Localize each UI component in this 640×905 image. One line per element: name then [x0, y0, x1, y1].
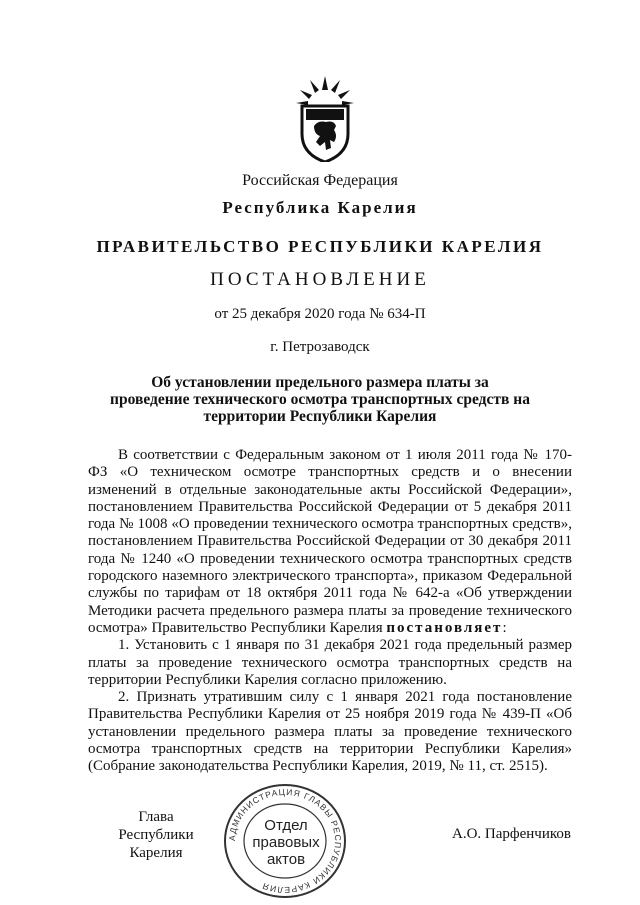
intro-text: В соответствии с Федеральным законом от 1 июля 2011 года № 170-ФЗ «О техническом осмотре транспортных средств и о внесении изменений в отдельные законодательные акты Российской Федерации», постановлением Правительства Российской Федерации от 5 декабря 2011 года № 1008 «О проведении технического осмотра транспортных средств», постановлением Правительства Российской Федерации от 30 декабря 2011 года № 1240 «О проведении технического осмотра транспортных средств городского наземного электрического транспорта», приказом Федеральной службы по тарифам от 18 октября 2011 года № 642-а «Об утверждении Методики расчета предельного размера платы за проведение технического осмотра» Правительство Республики Карелия: [88, 447, 572, 636]
document-city: г. Петрозаводск: [270, 339, 370, 355]
stamp-line-2: правовых: [252, 834, 320, 851]
country-name: Российская Федерация: [242, 172, 398, 189]
signatory-name: А.О. Парфенчиков: [452, 826, 571, 842]
region-name: Республика Карелия: [222, 198, 418, 217]
decree-word: постановляет: [386, 619, 503, 636]
signature-title: [90, 808, 222, 862]
document-body: [88, 447, 572, 776]
document-dateline: от 25 декабря 2020 года № 634-П: [214, 306, 426, 322]
karelia-coat-of-arms-icon: [296, 76, 354, 162]
item-1: 1. Установить с 1 января по 31 декабря 2021 года предельный размер платы за проведение технического осмотра транспортных средств на территории Республики Карелия согласно приложению.: [88, 637, 572, 688]
stamp-line-1: Отдел: [264, 817, 308, 834]
stamp-line-3: актов: [266, 851, 306, 868]
signature-title-line1: Глава: [138, 809, 174, 825]
stamp-center-text: [248, 817, 324, 868]
document-type: ПОСТАНОВЛЕНИЕ: [210, 269, 430, 290]
document-subject: Об установлении предельного размера платы за проведение технического осмотра транспортных средств на территории Республики Карелия: [110, 374, 530, 425]
item-2: 2. Признать утратившим силу с 1 января 2021 года постановление Правительства Республики Карелия от 25 ноября 2019 года № 439-П «Об установлении предельного размера платы за проведение технического осмотра транспортных средств на территории Республики Карелия» (Собрание законодательства Республики Карелия, 2019, № 11, ст. 2515).: [88, 689, 572, 775]
government-title: ПРАВИТЕЛЬСТВО РЕСПУБЛИКИ КАРЕЛИЯ: [96, 237, 544, 256]
intro-paragraph: В соответствии с Федеральным законом от 1 июля 2011 года № 170-ФЗ «О техническом осмотре транспортных средств и о внесении изменений в отдельные законодательные акты Российской Федерации», постановлением Правительства Российской Федерации от 5 декабря 2011 года № 1008 «О проведении технического осмотра транспортных средств», постановлением Правительства Российской Федерации от 30 декабря 2011 года № 1240 «О проведении технического осмотра транспортных средств городского наземного электрического транспорта», приказом Федеральной службы по тарифам от 18 октября 2011 года № 642-а «Об утверждении Методики расчета предельного размера платы за проведение технического осмотра» Правительство Республики Карелия постановляет:: [88, 447, 572, 636]
stamp-ring-text: АДМИНИСТРАЦИЯ ГЛАВЫ РЕСПУБЛИКИ КАРЕЛИЯ: [226, 786, 344, 896]
signature-title-line2: Республики Карелия: [118, 827, 194, 861]
